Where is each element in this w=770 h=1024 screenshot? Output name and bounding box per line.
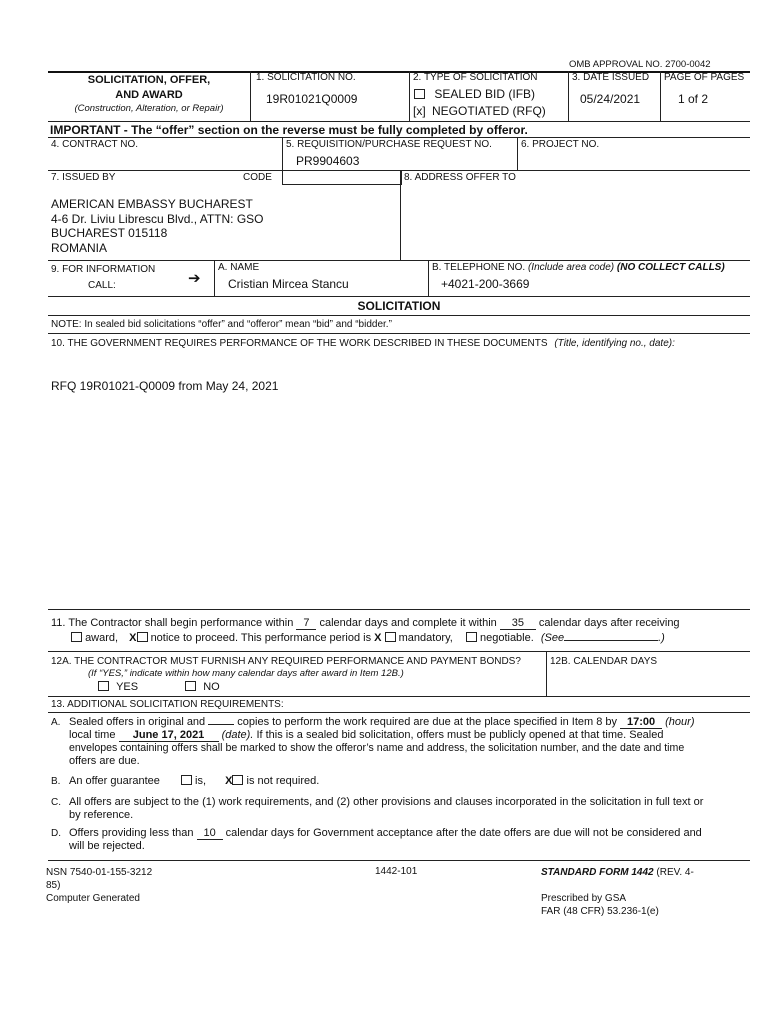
issued-by-label: 7. ISSUED BY <box>51 172 116 183</box>
complete-days-field[interactable]: 35 <box>500 617 536 630</box>
item-13d-text: will be rejected. <box>69 840 145 852</box>
guarantee-is-label: is, <box>195 775 207 787</box>
notice-mark: X <box>129 632 137 644</box>
issued-by-address <box>51 197 264 255</box>
item-11-text: 11. The Contractor shall begin performance within <box>51 617 294 629</box>
divider <box>48 609 750 610</box>
requisition-label: 5. REQUISITION/PURCHASE REQUEST NO. <box>286 139 492 150</box>
item-13a-line-2 <box>69 729 751 742</box>
divider <box>214 260 215 296</box>
divider <box>48 696 750 697</box>
item-13a-letter: A. <box>51 717 61 728</box>
sealed-bid-note: NOTE: In sealed bid solicitations “offer” and “offeror” mean “bid” and “bidder.” <box>51 319 392 330</box>
solicitation-heading: SOLICITATION <box>357 299 441 313</box>
item-10-label-row <box>51 338 675 349</box>
divider <box>400 170 401 260</box>
telephone-label: B. TELEPHONE NO. <box>432 262 526 273</box>
negotiable-checkbox[interactable] <box>466 632 477 642</box>
sealed-bid-label: SEALED BID (IFB) <box>434 87 536 101</box>
page-of-pages-value: 1 of 2 <box>678 92 709 106</box>
nsn-continued: 85) <box>46 880 61 891</box>
computer-generated: Computer Generated <box>46 893 140 904</box>
mandatory-label: mandatory, <box>398 632 453 644</box>
guarantee-not-label: is not required. <box>246 775 320 787</box>
item-13a-text: offers are due. <box>69 755 140 767</box>
date-issued-value: 05/24/2021 <box>580 92 641 106</box>
sealed-bid-option <box>414 87 535 101</box>
acceptance-days-field[interactable]: 10 <box>197 827 223 840</box>
page-of-pages-label: PAGE OF PAGES <box>664 72 745 83</box>
item-11-line-1 <box>51 617 680 630</box>
divider <box>48 651 750 652</box>
standard-form: STANDARD FORM 1442 <box>541 867 654 878</box>
code-label: CODE <box>243 172 272 183</box>
form-subtitle: (Construction, Alteration, or Repair) <box>74 103 224 114</box>
footer-left <box>46 866 152 905</box>
telephone-hint: (Include area code) <box>527 262 615 273</box>
item-13a-text: copies to perform the work required are due at the place specified in Item 8 by <box>237 716 618 728</box>
notice-checkbox[interactable] <box>137 632 148 642</box>
negotiated-option <box>413 104 546 118</box>
item-13b-letter: B. <box>51 776 61 787</box>
award-checkbox[interactable] <box>71 632 82 642</box>
standard-form-line <box>541 866 694 879</box>
bonds-options <box>98 681 220 693</box>
divider <box>48 712 750 713</box>
name-label: A. NAME <box>218 262 260 273</box>
telephone-label-row <box>432 262 725 273</box>
item-13c-text: All offers are subject to the (1) work requirements, and (2) other provisions and clauses incorporated in the solicitation in full text or <box>69 796 704 808</box>
address-line: ROMANIA <box>51 240 108 255</box>
item-12a-label: 12A. THE CONTRACTOR MUST FURNISH ANY REQUIRED PERFORMANCE AND PAYMENT BONDS? <box>51 656 521 667</box>
see-field[interactable] <box>564 640 658 641</box>
mandatory-checkbox[interactable] <box>385 632 396 642</box>
contact-phone: +4021-200-3669 <box>441 277 530 291</box>
bonds-no-label: NO <box>203 681 220 693</box>
divider <box>660 71 661 122</box>
due-date-field[interactable]: June 17, 2021 <box>119 729 219 742</box>
item-13a-line-1 <box>69 716 751 729</box>
divider <box>48 296 750 297</box>
negotiable-label: negotiable. <box>479 632 534 644</box>
prescribed-by: Prescribed by GSA <box>541 893 627 904</box>
divider <box>517 137 518 170</box>
copies-field[interactable] <box>208 724 234 725</box>
item-13d-text: Offers providing less than <box>69 827 194 839</box>
item-13a-text: If this is a sealed bid solicitation, offers must be publicly opened at that time. Sealed <box>256 729 664 741</box>
solicitation-type-label: 2. TYPE OF SOLICITATION <box>413 72 538 83</box>
item-11-text: calendar days and complete it within <box>319 617 497 629</box>
address-offer-to-label: 8. ADDRESS OFFER TO <box>404 172 516 183</box>
divider <box>546 651 547 696</box>
form-title: SOLICITATION, OFFER, <box>87 74 211 86</box>
for-information-label: 9. FOR INFORMATION <box>51 264 156 275</box>
important-notice: IMPORTANT - The “offer” section on the reverse must be fully completed by offeror. <box>50 123 528 137</box>
date-label: (date). <box>221 729 254 741</box>
omb-approval: OMB APPROVAL NO. 2700-0042 <box>569 59 711 70</box>
far-reference: FAR (48 CFR) 53.236-1(e) <box>541 906 659 917</box>
see-end: .) <box>658 632 665 644</box>
item-10-content: RFQ 19R01021-Q0009 from May 24, 2021 <box>51 379 279 393</box>
solicitation-no-label: 1. SOLICITATION NO. <box>256 72 356 83</box>
address-line: AMERICAN EMBASSY BUCHAREST <box>51 197 253 211</box>
requisition-value: PR9904603 <box>296 154 360 168</box>
divider <box>428 260 429 296</box>
solicitation-no-value: 19R01021Q0009 <box>266 92 358 106</box>
divider <box>48 260 750 261</box>
contact-name: Cristian Mircea Stancu <box>228 277 349 291</box>
divider <box>48 121 750 122</box>
contract-no-label: 4. CONTRACT NO. <box>51 139 139 150</box>
divider <box>48 137 750 138</box>
item-13c-letter: C. <box>51 797 61 808</box>
item-13a <box>69 716 751 768</box>
form-title-2: AND AWARD <box>115 89 183 101</box>
notice-label: notice to proceed. This performance period is <box>150 632 372 644</box>
address-line: 4-6 Dr. Liviu Librescu Blvd., ATTN: GSO <box>51 211 264 226</box>
guarantee-not-mark: X <box>225 775 233 787</box>
divider <box>409 71 410 122</box>
item-11-line-2 <box>71 632 665 644</box>
item-13b <box>69 775 319 787</box>
arrow-right-icon: ➔ <box>188 270 201 287</box>
date-issued-label: 3. DATE ISSUED <box>572 72 650 83</box>
bonds-yes-label: YES <box>116 681 139 693</box>
item-13c <box>69 796 703 822</box>
divider <box>282 137 283 170</box>
address-line: BUCHAREST 015118 <box>51 226 168 240</box>
bonds-yes-checkbox[interactable] <box>98 681 109 691</box>
spacer <box>541 879 694 892</box>
item-13d-letter: D. <box>51 828 61 839</box>
item-13d-text: calendar days for Government acceptance after the date offers are due will not be considered and <box>225 827 702 839</box>
start-days-field[interactable]: 7 <box>296 617 316 630</box>
no-collect-calls: (NO COLLECT CALLS) <box>616 262 725 273</box>
divider <box>48 860 750 861</box>
code-box[interactable] <box>282 170 402 185</box>
see-label: (See <box>540 632 565 644</box>
item-13a-text: envelopes containing offers shall be marked to show the offeror’s name and address, the solicitation number, and the date and time <box>69 742 685 754</box>
item-13b-text: An offer guarantee <box>69 775 160 787</box>
item-13d-line-1 <box>69 827 702 840</box>
negotiated-label: NEGOTIATED (RFQ) <box>432 104 546 118</box>
due-hour-field[interactable]: 17:00 <box>620 716 662 729</box>
sealed-bid-checkbox[interactable] <box>414 89 425 99</box>
item-10-label: 10. THE GOVERNMENT REQUIRES PERFORMANCE OF THE WORK DESCRIBED IN THESE DOCUMENTS <box>51 338 548 349</box>
guarantee-is-checkbox[interactable] <box>181 775 192 785</box>
divider <box>48 315 750 316</box>
negotiated-mark[interactable]: [x] <box>413 104 426 118</box>
item-11-text: calendar days after receiving <box>538 617 680 629</box>
divider <box>48 333 750 334</box>
item-13-label: 13. ADDITIONAL SOLICITATION REQUIREMENTS: <box>51 699 284 710</box>
guarantee-not-checkbox[interactable] <box>232 775 243 785</box>
bonds-no-checkbox[interactable] <box>185 681 196 691</box>
local-time-label: local time <box>69 729 116 741</box>
item-13c-text: by reference. <box>69 809 134 821</box>
item-12b-label: 12B. CALENDAR DAYS <box>550 656 658 667</box>
item-12a-hint: (If “YES,” indicate within how many calendar days after award in Item 12B.) <box>88 668 404 679</box>
call-label: CALL: <box>88 280 116 291</box>
hour-label: (hour) <box>665 716 695 728</box>
footer-right <box>541 866 694 918</box>
item-13d <box>69 827 702 853</box>
item-13a-text: Sealed offers in original and <box>69 716 206 728</box>
divider <box>250 71 251 122</box>
award-label: award, <box>85 632 119 644</box>
project-no-label: 6. PROJECT NO. <box>521 139 600 150</box>
item-10-hint: (Title, identifying no., date): <box>554 338 675 349</box>
mandatory-mark: X <box>374 632 382 644</box>
form-code: 1442-101 <box>375 866 418 877</box>
divider <box>568 71 569 122</box>
nsn: NSN 7540-01-155-3212 <box>46 867 153 878</box>
standard-form-rev: (REV. 4- <box>656 867 694 878</box>
